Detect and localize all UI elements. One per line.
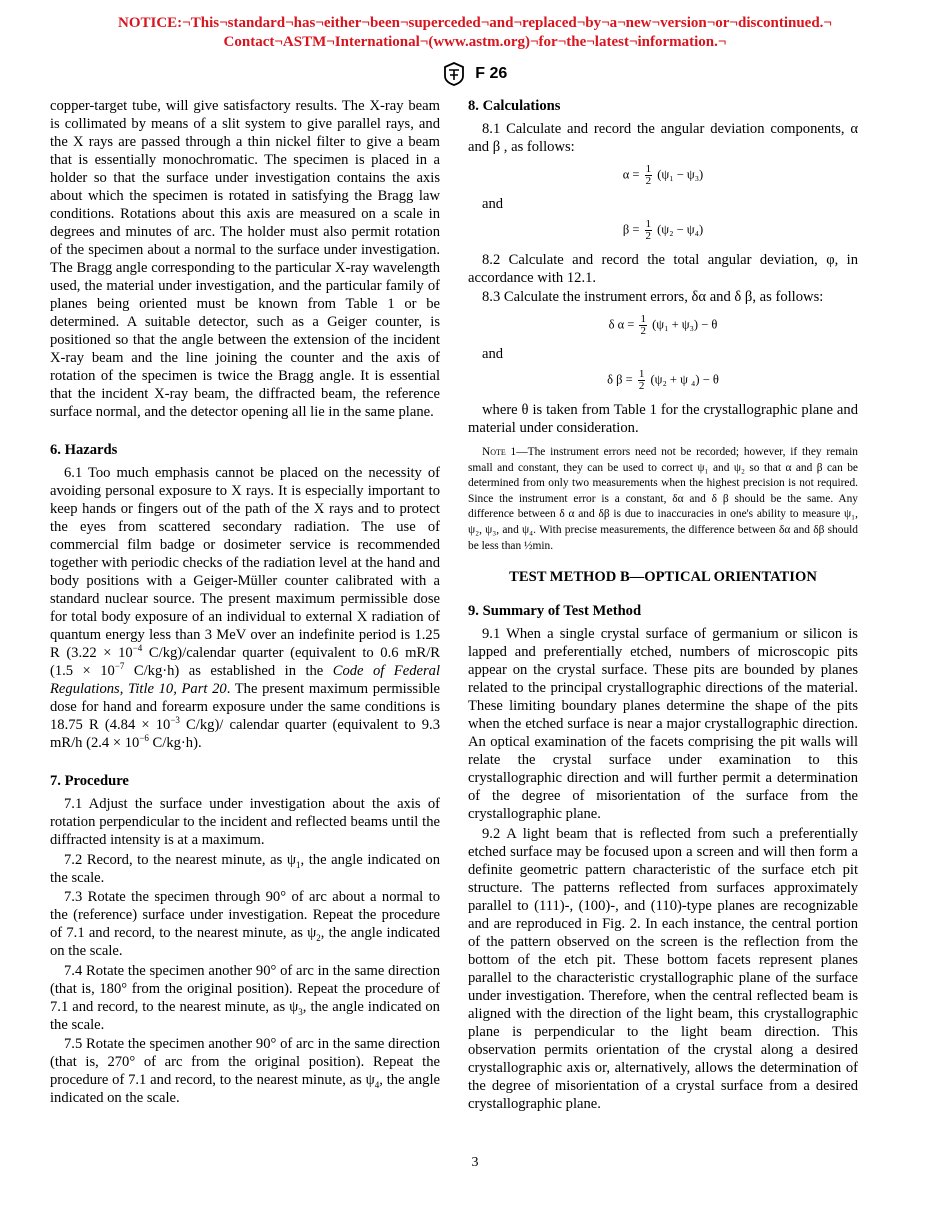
- paragraph-8-3: 8.3 Calculate the instrument errors, δα and δ β, as follows:: [482, 289, 824, 305]
- paragraph-8-1: 8.1 Calculate and record the angular deviation components, α and β , as follows:: [468, 121, 858, 155]
- paragraph-7-1: 7.1 Adjust the surface under investigation about the axis of rotation perpendicular to the incident and reflected beams until the diffracted intensity is at a maximum.: [50, 796, 440, 848]
- paragraph-7-5: 7.5 Rotate the specimen another 90° of arc in the same direction (that is, 270° of arc from the original position). Repeat the procedure of 7.1 and record, to the nearest minute, as $\psi_4$, the angle indicated on the scale.: [50, 1036, 440, 1106]
- equation-delta-beta: δ β = $\frac{1}{2}$ (ψ₂ + ψ ₄) − θ: [607, 368, 719, 392]
- notice-banner: [0, 14, 950, 52]
- notice-line-2: Contact¬ASTM¬International¬(www.astm.org)¬for¬the¬latest¬information.¬: [223, 34, 727, 50]
- right-column: [468, 97, 858, 1113]
- section-9-heading: 9. Summary of Test Method: [468, 603, 642, 620]
- paragraph-9-2: 9.2 A light beam that is reflected from such a preferentially etched surface may be focused upon a screen and will then form a definite geometric pattern characteristic of the surface etch pit structure. The patterns reflected from surfaces approximately parallel to (111)-, (100)-, and (110)-type planes are recognizable and are reproduced in Fig. 2. In each instance, the central portion of the pattern observed on the screen is the reflection from the bottom of the etch pit. These bottom facets represent planes parallel to the characteristic crystallographic plane of the surface under investigation. Therefore, when the central reflected beam is aligned with the direction of the light beam, this crystallographic plane is perpendicular to the light beam direction. This observation permits orientation of the crystal along a desired crystallographic axis or, alternatively, allows the determination of the degree of misorientation of a crystal surface from a desired crystallographic plane.: [468, 825, 858, 1112]
- paragraph-9-1: 9.1 When a single crystal surface of germanium or silicon is lapped and preferentially etched, numbers of microscopic pits appear on the crystal surface. These pits are bounded by planes related to the principal crystallographic directions of the material. These limiting boundary planes determine the shape of the pits when the etched surface is near a major crystallographic direction. An optical examination of the facets comprising the pit walls will relate the crystal surface under examination to this crystallographic direction and will further permit a determination of the degree of misorientation of the surface from the crystallographic plane.: [468, 626, 858, 823]
- paragraph-8-3-continued: where θ is taken from Table 1 for the crystallographic plane and material under consideration.: [468, 402, 858, 436]
- paragraph-continued: copper-target tube, will give satisfactory results. The X-ray beam is collimated by means of a slit system to give parallel rays, and the X rays are passed through a thin nickel filter to give a beam that is essentially monochromatic. The specimen is placed in a holder so that the surface under investigation contains the axis about which the specimen is rotated in satisfying the Bragg law conditions. Rotations about this axis are measured on a scale in degrees and minutes of arc. The holder must also permit rotation of the specimen about a normal to the surface under investigation. The Bragg angle corresponding to the particular X-ray wavelength used, the material under investigation, and the particular family of planes being oriented must be known from Table 1 or be determined. A suitable detector, such as a Geiger counter, is positioned so that the angle between the extension of the incident X-ray beam and the line joining the counter and the axis of rotation of the specimen is twice the Bragg angle. It is essential that the incident X-ray beam, the diffracted beam, the reference surface normal, and the detector opening all lie in the same plane.: [50, 98, 440, 420]
- test-method-b-heading: TEST METHOD B—OPTICAL ORIENTATION: [509, 569, 817, 586]
- equation-alpha: α = $\frac{1}{2}$ (ψ₁ − ψ₃): [622, 163, 704, 187]
- equation-delta-alpha: δ α = $\frac{1}{2}$ (ψ₁ + ψ₃) − θ: [608, 313, 718, 337]
- section-6-heading: 6. Hazards: [50, 442, 118, 458]
- paragraph-7-2: 7.2 Record, to the nearest minute, as $\psi_1$, the angle indicated on the scale.: [50, 851, 440, 886]
- and-label-1: and: [482, 196, 504, 212]
- notice-line-1: NOTICE:¬This¬standard¬has¬either¬been¬superceded¬and¬replaced¬by¬a¬new¬version¬or¬discontinued.¬: [118, 15, 832, 31]
- and-label-2: and: [482, 346, 504, 362]
- note-1: Note 1—The instrument errors need not be recorded; however, if they remain small and constant, they can be used to correct ψ₁ and ψ₂ so that α and β can be determined from only two measurements when the highest precision is not required. Since the instrument error is a constant, δα and δ β should be the same. Any difference between δ α and δβ is due to inaccuracies in one's ability to measure ψ₁, ψ₂, ψ₃, and ψ₄. With precise measurements, the difference between δα and δβ should be less than ½min.: [468, 446, 858, 552]
- paragraph-7-4: 7.4 Rotate the specimen another 90° of arc in the same direction (that is, 180° from the original position). Repeat the procedure of 7.1 and record, to the nearest minute, as $\psi_3$, the angle indicated on the scale.: [50, 962, 440, 1033]
- paragraph-6-1: 6.1 Too much emphasis cannot be placed on the necessity of avoiding personal exposure to X rays. It is especially important to keep hands or fingers out of the path of the X rays and to protect the eyes from scattered secondary radiation. The use of commercial film badge or dosimeter service is recommended together with periodic checks of the radiation level at the hand and body positions with a Geiger-Müller counter calibrated with a standard nuclear source. The present maximum permissible dose for total body exposure of an individual to external X radiation of quantum energy less than 3 MeV over an indefinite period is 1.25 R ($3.22 \times 10^{-4}$ C/kg)/calendar quarter (equivalent to 0.6 mR/R ($1.5 \times 10^{-7}$ C/kg·h) as established in the Code of Federal Regulations, Title 10, Part 20. The present maximum permissible dose for hand and forearm exposure under the same conditions is 18.75 R ($4.84 \times 10^{-3}$ C/kg)/ calendar quarter (equivalent to 9.3 mR/h ($2.4 \times 10^{-6}$ C/kg·h).: [50, 465, 441, 751]
- astm-logo-icon: [443, 62, 465, 86]
- page-number: 3: [471, 1155, 479, 1170]
- section-7-heading: 7. Procedure: [50, 773, 129, 789]
- paragraph-8-2: 8.2 Calculate and record the total angular deviation, φ, in accordance with 12.1.: [468, 252, 858, 286]
- equation-beta: β = $\frac{1}{2}$ (ψ₂ − ψ₄): [622, 218, 704, 242]
- left-column: [50, 97, 440, 1107]
- designation: F 26: [475, 65, 508, 82]
- paragraph-7-3: 7.3 Rotate the specimen through 90° of arc about a normal to the (reference) surface under investigation. Repeat the procedure of 7.1 and record, to the nearest minute, as $\psi_2$, the angle indicated on the scale.: [50, 889, 441, 959]
- document-header: [0, 62, 950, 86]
- section-8-heading: 8. Calculations: [468, 98, 561, 114]
